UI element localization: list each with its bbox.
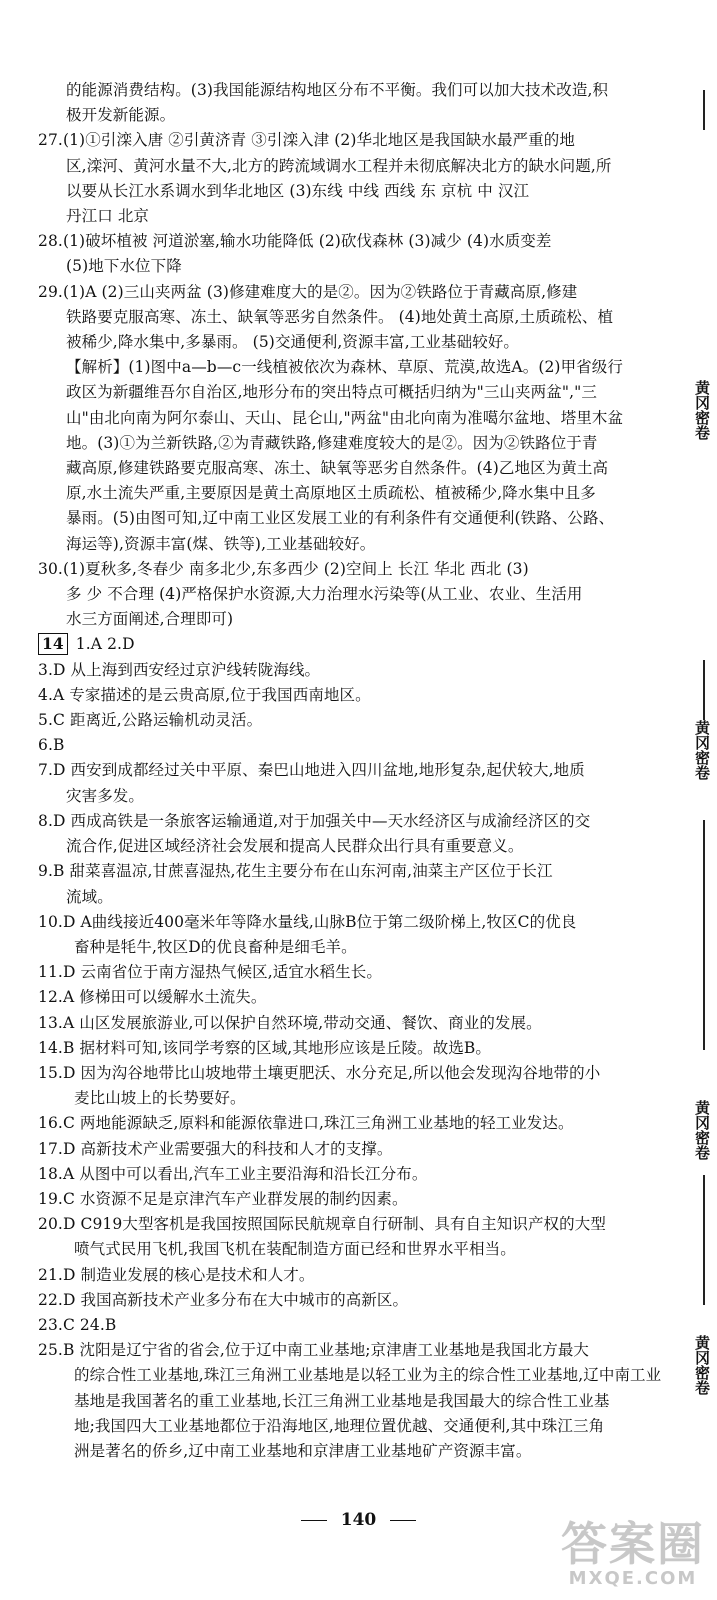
analysis-line: 山"由北向南为阿尔泰山、天山、昆仑山,"两盆"由北向南为准噶尔盆地、塔里木盆: [66, 408, 624, 427]
text-line: 7.D 西安到成都经过关中平原、秦巴山地进入四川盆地,地形复杂,起伏较大,地质: [38, 761, 585, 780]
text-line: 多 少 不合理 (4)严格保护水资源,大力治理水污染等(从工业、农业、生活用: [66, 585, 583, 604]
analysis-line: 藏高原,修建铁路要克服高寒、冻土、缺氧等恶劣自然条件。(4)乙地区为黄土高: [66, 459, 609, 478]
binding-label: 黄冈密卷: [693, 720, 711, 780]
text-line: 9.B 甜菜喜温凉,甘蔗喜湿热,花生主要分布在山东河南,油菜主产区位于长江: [38, 862, 553, 881]
text-line: 23.C 24.B: [38, 1315, 117, 1334]
text-line: 流合作,促进区域经济社会发展和提高人民群众出行具有重要意义。: [66, 837, 524, 856]
text-line: 畜种是牦牛,牧区D的优良畜种是细毛羊。: [74, 937, 357, 956]
text-line: 水三方面阐述,合理即可): [66, 610, 234, 629]
text-line: 11.D 云南省位于南方湿热气候区,适宜水稻生长。: [38, 963, 382, 982]
page-number-dash-left: [301, 1520, 327, 1521]
page-number: 140: [0, 1510, 717, 1530]
binding-rule: [703, 90, 705, 130]
text-line: 的能源消费结构。(3)我国能源结构地区分布不平衡。我们可以加大技术改造,积: [66, 81, 609, 99]
text-line: 14.B 据材料可知,该同学考察的区域,其地形应该是丘陵。故选B。: [38, 1038, 492, 1057]
text-line: 18.A 从图中可以看出,汽车工业主要沿海和沿长江分布。: [38, 1164, 428, 1183]
watermark-logo: [561, 1508, 705, 1589]
text-line: 28.(1)破坏植被 河道淤塞,输水功能降低 (2)砍伐森林 (3)减少 (4)水质变差: [38, 232, 552, 251]
text-line: 被稀少,降水集中,多暴雨。 (5)交通便利,资源丰富,工业基础较好。: [66, 333, 519, 352]
text-line: 15.D 因为沟谷地带比山坡地带土壤更肥沃、水分充足,所以他会发现沟谷地带的小: [38, 1063, 601, 1082]
text-line: 16.C 两地能源缺乏,原料和能源依靠进口,珠江三角洲工业基地的轻工业发达。: [38, 1114, 574, 1133]
binding-label: 黄冈密卷: [693, 380, 711, 440]
text-line: 27.(1)①引滦入唐 ②引黄济青 ③引滦入津 (2)华北地区是我国缺水最严重的地: [38, 131, 575, 150]
text-line: 30.(1)夏秋多,冬春少 南多北少,东多西少 (2)空间上 长江 华北 西北 (3): [38, 559, 529, 578]
analysis-line: 地。(3)①为兰新铁路,②为青藏铁路,修建难度较大的是②。因为②铁路位于青: [66, 433, 598, 452]
page-number-dash-right: [390, 1520, 416, 1521]
binding-label: 黄冈密卷: [693, 1335, 711, 1395]
analysis-line: 政区为新疆维吾尔自治区,地形分布的突出特点可概括归纳为"三山夹两盆","三: [66, 383, 597, 402]
text-line: 3.D 从上海到西安经过京沪线转陇海线。: [38, 660, 321, 679]
text-line: 6.B: [38, 736, 65, 755]
text-line: 1.A 2.D: [75, 635, 135, 654]
text-line: 8.D 西成高铁是一条旅客运输通道,对于加强关中—天水经济区与成渝经济区的交: [38, 811, 591, 830]
text-line: 丹江口 北京: [66, 207, 150, 226]
text-line: 17.D 高新技术产业需要强大的科技和人才的支撑。: [38, 1139, 393, 1158]
text-line: 喷气式民用飞机,我国飞机在装配制造方面已经和世界水平相当。: [74, 1240, 516, 1259]
text-line: 以要从长江水系调水到华北地区 (3)东线 中线 西线 东 京杭 中 汉江: [66, 181, 530, 200]
answer-text: [38, 78, 678, 1464]
text-line: 极开发新能源。: [66, 106, 176, 125]
analysis-line: 海运等),资源丰富(煤、铁等),工业基础较好。: [66, 534, 376, 553]
section-header: [38, 632, 678, 657]
binding-rule: [703, 660, 705, 720]
text-line: 20.D C919大型客机是我国按照国际民航规章自行研制、具有自主知识产权的大型: [38, 1215, 606, 1234]
text-line: 19.C 水资源不足是京津汽车产业群发展的制约因素。: [38, 1189, 408, 1208]
binding-label: 黄冈密卷: [693, 1100, 711, 1160]
watermark-main: 答案圈: [561, 1517, 705, 1571]
text-line: 25.B 沈阳是辽宁省的省会,位于辽中南工业基地;京津唐工业基地是我国北方最大: [38, 1341, 590, 1360]
text-line: 区,滦河、黄河水量不大,北方的跨流域调水工程并未彻底解决北方的缺水问题,所: [66, 156, 612, 175]
text-line: 29.(1)A (2)三山夹两盆 (3)修建难度大的是②。因为②铁路位于青藏高原,修建: [38, 282, 578, 301]
text-line: 12.A 修梯田可以缓解水土流失。: [38, 988, 267, 1007]
text-line: 地;我国四大工业基地都位于沿海地区,地理位置优越、交通便利,其中珠江三角: [74, 1416, 605, 1435]
binding-rule: [703, 820, 705, 1050]
text-line: 灾害多发。: [66, 786, 145, 805]
text-line: 基地是我国著名的重工业基地,长江三角洲工业基地是我国最大的综合性工业基: [74, 1391, 610, 1410]
analysis-line: 原,水土流失严重,主要原因是黄土高原地区土质疏松、植被稀少,降水集中且多: [66, 484, 596, 503]
text-line: 4.A 专家描述的是云贵高原,位于我国西南地区。: [38, 685, 371, 704]
text-line: 5.C 距离近,公路运输机动灵活。: [38, 711, 263, 730]
text-line: 21.D 制造业发展的核心是技术和人才。: [38, 1265, 315, 1284]
watermark-sub: MXQE.COM: [568, 1568, 698, 1589]
text-line: 麦比山坡上的长势要好。: [74, 1089, 246, 1108]
text-line: 流域。: [66, 887, 113, 906]
text-line: 22.D 我国高新技术产业多分布在大中城市的高新区。: [38, 1290, 409, 1309]
analysis-line: 暴雨。(5)由图可知,辽中南工业区发展工业的有利条件有交通便利(铁路、公路、: [66, 509, 615, 528]
text-line: (5)地下水位下降: [66, 257, 182, 276]
text-line: 铁路要克服高寒、冻土、缺氧等恶劣自然条件。 (4)地处黄土高原,土质疏松、植: [66, 307, 614, 326]
text-line: 洲是著名的侨乡,辽中南工业基地和京津唐工业基地矿产资源丰富。: [74, 1441, 532, 1460]
binding-rule: [703, 1175, 705, 1305]
text-line: 13.A 山区发展旅游业,可以保护自然环境,带动交通、餐饮、商业的发展。: [38, 1013, 542, 1032]
text-line: 的综合性工业基地,珠江三角洲工业基地是以轻工业为主的综合性工业基地,辽中南工业: [74, 1366, 662, 1385]
text-line: 10.D A曲线接近400毫米年等降水量线,山脉B位于第二级阶梯上,牧区C的优良: [38, 912, 577, 931]
analysis-line: 【解析】(1)图中a—b—c一线植被依次为森林、草原、荒漠,故选A。(2)甲省级行: [66, 358, 623, 377]
section-number-box: 14: [38, 633, 68, 655]
